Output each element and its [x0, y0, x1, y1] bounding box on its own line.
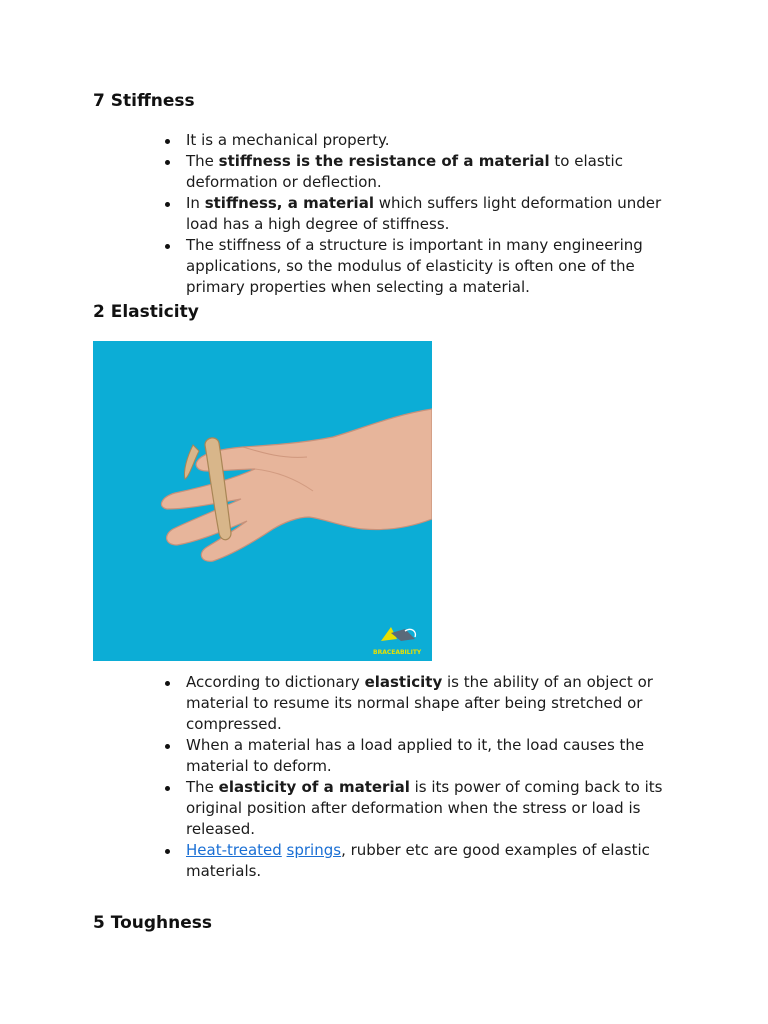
list-item: The elasticity of a material is its power of coming back to its original position after deformation when the stress or load is released.: [186, 777, 676, 840]
heading-stiffness: 7 Stiffness: [93, 91, 195, 111]
list-item: It is a mechanical property.: [186, 130, 676, 151]
heat-treated-link[interactable]: Heat-treated: [186, 841, 282, 859]
heading-toughness: 5 Toughness: [93, 913, 213, 933]
heading-elasticity: 2 Elasticity: [93, 302, 199, 322]
list-item: Heat-treated springs, rubber etc are good examples of elastic materials.: [186, 840, 676, 882]
hand-with-rubber-band-illustration: [93, 341, 432, 661]
list-item: When a material has a load applied to it, the load causes the material to deform.: [186, 735, 676, 777]
braceability-logo-icon: [381, 627, 415, 641]
logo-text: BRACEABILITY: [373, 649, 422, 656]
list-item: The stiffness is the resistance of a material to elastic deformation or deflection.: [186, 151, 676, 193]
list-item: In stiffness, a material which suffers light deformation under load has a high degree of stiffness.: [186, 193, 676, 235]
springs-link[interactable]: springs: [286, 841, 342, 859]
elastic-band-hand-image: [93, 341, 432, 661]
stiffness-bullet-list: [160, 130, 676, 298]
list-item: The stiffness of a structure is important in many engineering applications, so the modulus of elasticity is often one of the primary properties when selecting a material.: [186, 235, 676, 298]
elasticity-bullet-list: [160, 672, 676, 882]
list-item: According to dictionary elasticity is the ability of an object or material to resume its normal shape after being stretched or compressed.: [186, 672, 676, 735]
hand-shape: [161, 409, 432, 561]
